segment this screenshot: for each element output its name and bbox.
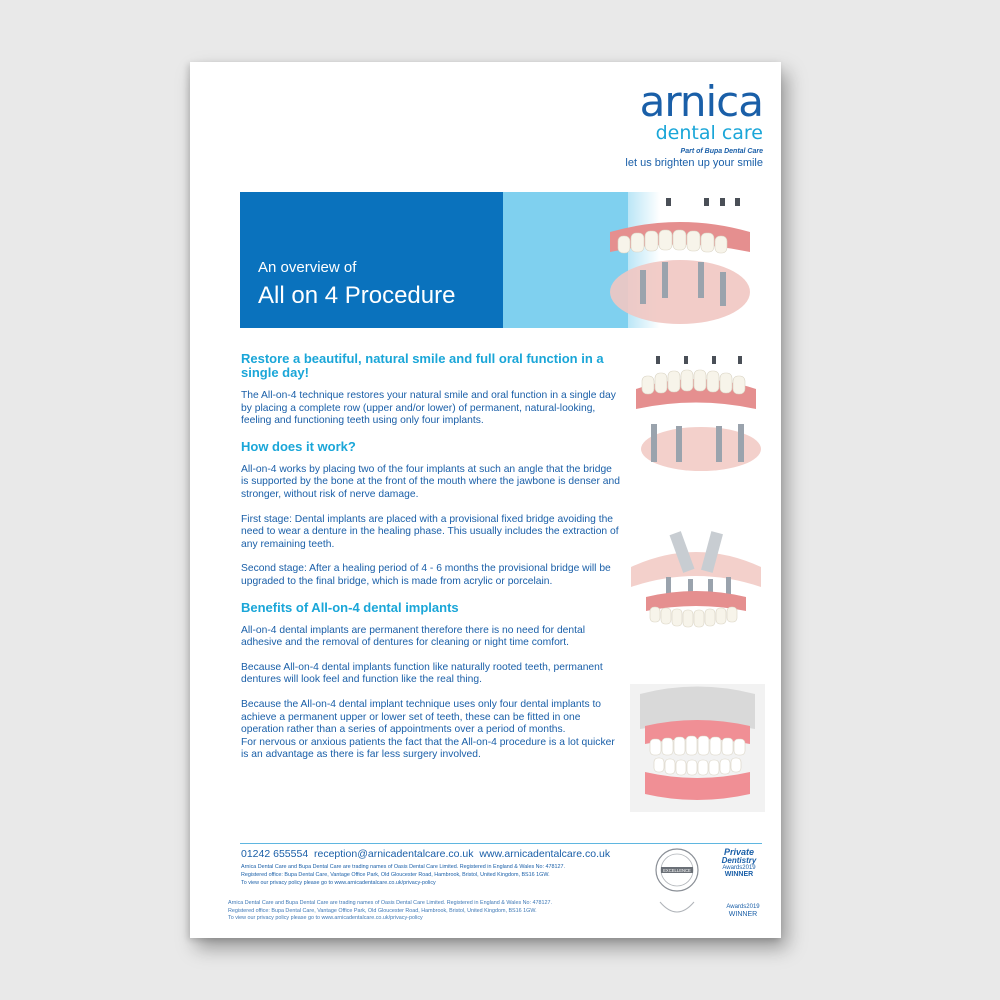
website-link[interactable]: www.arnicadentalcare.co.uk xyxy=(479,848,611,860)
award-title-2: Dentistry xyxy=(721,856,757,865)
how-paragraph-1: All-on-4 works by placing two of the four implants at such an angle that the bridge is supported by the bone at the front of the mouth where the jawbone is denser and stronger, without risk of nerve damage. xyxy=(241,463,620,500)
award-year: Awards2019 xyxy=(722,865,756,871)
award-winner: WINNER xyxy=(724,871,754,878)
logo-subname: dental care xyxy=(655,122,763,144)
award-ghost-winner: WINNER xyxy=(728,911,758,918)
legal-line-2: Registered office: Bupa Dental Care, Vantage Office Park, Old Gloucester Road, Hambrook, Bristol, United Kingdom, BS16 1GW. xyxy=(241,872,550,878)
logo-name: arnica xyxy=(639,77,763,126)
logo-part-of: Part of Bupa Dental Care xyxy=(680,148,763,155)
how-paragraph-3: Second stage: After a healing period of 4 - 6 months the provisional bridge will be upgraded to the final bridge, which is made from acrylic or porcelain. xyxy=(241,563,611,587)
hero-banner xyxy=(240,192,753,328)
arnica-logo xyxy=(639,77,763,155)
intro-paragraph: The All-on-4 technique restores your natural smile and oral function in a single day by placing a complete row (upper and/or lower) of permanent, natural-looking, feeling and functioning teeth using only four implants. xyxy=(241,390,616,427)
legal-line-1: Arnica Dental Care and Bupa Dental Care are trading names of Oasis Dental Care Limited. Registered in England & Wales No: 478127. xyxy=(241,864,566,870)
benefit-paragraph-1: All-on-4 dental implants are permanent therefore there is no need for dental adhesive and the removal of dentures for cleaning or night time comfort. xyxy=(241,624,586,649)
excellence-badge-ghost-icon xyxy=(658,900,696,920)
article-body xyxy=(241,352,621,774)
award-ghost xyxy=(718,904,768,918)
benefits-heading: Benefits of All-on-4 dental implants xyxy=(241,599,459,615)
benefit-paragraph-2: Because All-on-4 dental implants function like naturally rooted teeth, permanent dentures will look feel and function like the real thing. xyxy=(241,661,603,686)
how-paragraph-2: First stage: Dental implants are placed with a provisional fixed bridge avoiding the need to wear a denture in the healing phase. This usually includes the extraction of any remaining teeth. xyxy=(241,513,619,550)
footer-divider xyxy=(240,843,762,844)
private-dentistry-award xyxy=(709,848,769,878)
legal-text xyxy=(241,863,565,887)
implant-illustration-2 xyxy=(626,527,766,652)
legal-line-3: To view our privacy policy please go to www.arnicadentalcare.co.uk/privacy-policy xyxy=(241,880,436,886)
implant-illustration-1 xyxy=(626,354,766,479)
badge-label: EXCELLENCE xyxy=(663,868,691,873)
legal-text-ghost xyxy=(228,900,552,923)
phone-number[interactable]: 01242 655554 xyxy=(241,848,309,860)
email-link[interactable]: reception@arnicadentalcare.co.uk xyxy=(314,848,474,860)
banner-title: All on 4 Procedure xyxy=(258,282,456,309)
benefit-paragraph-4: For nervous or anxious patients the fact that the All-on-4 procedure is a lot quicker is an advantage as there is far less surgery involved. xyxy=(241,736,615,761)
excellence-badge-icon xyxy=(655,848,699,892)
brochure-page xyxy=(190,62,781,938)
implant-illustration-hero xyxy=(570,192,753,328)
award-title-1: Private xyxy=(723,847,755,857)
how-heading: How does it work? xyxy=(241,438,356,454)
legal-ghost-line-3: To view our privacy policy please go to www.arnicadentalcare.co.uk/privacy-policy xyxy=(228,915,423,921)
tagline: let us brighten up your smile xyxy=(625,157,763,169)
implant-illustration-3 xyxy=(630,684,765,812)
contact-line xyxy=(241,848,610,860)
banner-overview: An overview of xyxy=(258,259,357,276)
award-ghost-year: Awards2019 xyxy=(726,904,760,910)
intro-heading: Restore a beautiful, natural smile and full oral function in a single day! xyxy=(241,351,604,380)
legal-ghost-line-2: Registered office: Bupa Dental Care, Vantage Office Park, Old Gloucester Road, Hambrook, Bristol, United Kingdom, BS16 1GW. xyxy=(228,907,537,914)
legal-ghost-line-1: Arnica Dental Care and Bupa Dental Care are trading names of Oasis Dental Care Limited. Registered in England & Wales No: 478127. xyxy=(228,900,553,906)
benefit-paragraph-3: Because the All-on-4 dental implant technique uses only four dental implants to achieve a permanent upper or lower set of teeth, these can be fitted in one operation rather than a series of appointments over a period of months. xyxy=(241,698,602,736)
